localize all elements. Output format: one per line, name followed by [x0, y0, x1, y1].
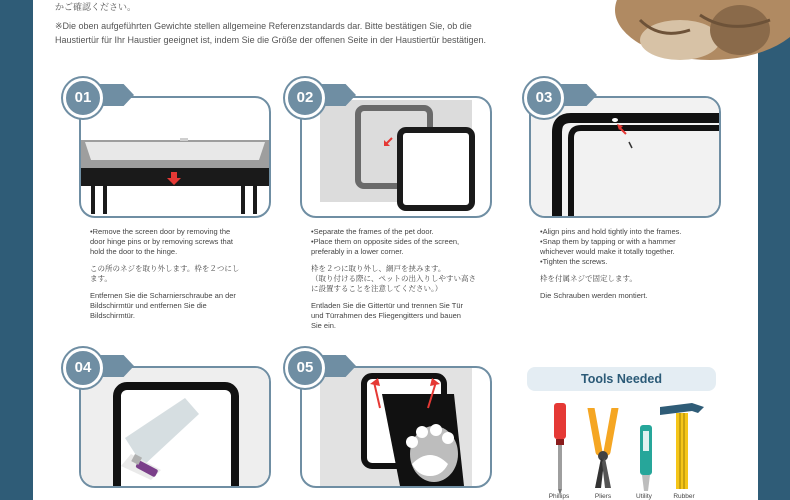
step-04-image: [79, 366, 271, 488]
step-02-description: [311, 227, 496, 338]
step-03-en-4: •Tighten the screws.: [540, 257, 608, 266]
step-01-number: 01: [63, 78, 103, 118]
tool-label-rubber: Rubber: [673, 493, 695, 500]
tools-needed-title: Tools Needed: [527, 367, 716, 391]
intro-de-line-2: Haustiertür für Ihr Haustier geeignet ist, indem Sie die Größe der offenen Seite in der Haustiertür bestätigen.: [55, 35, 487, 45]
step-02-jp-1: 枠を２つに取り外し、網戸を挟みます。: [311, 264, 446, 273]
step-03-en-3: whichever would make it totally together.: [540, 247, 675, 256]
step-03-image: [529, 96, 721, 218]
phillips-screwdriver-icon: [545, 403, 575, 500]
step-01-jp-2: ます。: [90, 274, 112, 283]
step-03-de-1: Die Schrauben werden montiert.: [540, 291, 648, 300]
step-02-de-2: und Türrahmen des Fliegengitters und bauen: [311, 311, 461, 320]
step-01-de-3: Bildschirmtür.: [90, 311, 136, 320]
step-02-jp-3: に設置することを注意してください。）: [311, 284, 443, 293]
step-03-en-2: •Snap them by tapping or with a hammer: [540, 237, 676, 246]
step-02-jp-2: （取り付ける際に、ペットの出入りしやすい高さ: [311, 274, 476, 283]
step-02-en-1: •Separate the frames of the pet door.: [311, 227, 434, 236]
tool-label-pliers: Pliers: [594, 493, 612, 500]
step-03-description: [540, 227, 725, 308]
rubber-hammer-icon: [658, 401, 706, 496]
step-01-en-1: •Remove the screen door by removing the: [90, 227, 231, 236]
step-04-number: 04: [63, 348, 103, 388]
utility-knife-icon: [636, 425, 656, 496]
tool-label-utility: Utility: [636, 493, 652, 500]
step-05-image: [300, 366, 492, 488]
step-01-de-1: Entfernen Sie die Scharnierschraube an der: [90, 291, 236, 300]
intro-jp-line: かご確認ください。: [55, 2, 137, 12]
tool-label-phillips: Phillips: [548, 493, 570, 500]
step-01-en-2: door hinge pins or by removing screws that: [90, 237, 233, 246]
step-02-number: 02: [285, 78, 325, 118]
step-02-image: [300, 96, 492, 218]
step-02-de-3: Sie ein.: [311, 321, 337, 330]
intro-de-line-1: ※Die oben aufgeführten Gewichte stellen allgemeine Referenzstandards dar. Bitte bestätigen Sie, ob die: [55, 21, 472, 31]
step-01-en-3: hold the door to the hinge.: [90, 247, 178, 256]
step-01-de-2: Bildschirmtür und entfernen Sie die: [90, 301, 207, 310]
step-02-en-2: •Place them on opposite sides of the screen,: [311, 237, 460, 246]
step-02-de-1: Entladen Sie die Gittertür und trennen Sie Tür: [311, 301, 464, 310]
cat-photo: [600, 0, 790, 60]
step-03-number: 03: [524, 78, 564, 118]
step-01-image: [79, 96, 271, 218]
step-03-en-1: •Align pins and hold tightly into the frames.: [540, 227, 682, 236]
pliers-icon: [585, 408, 621, 497]
step-01-jp-1: この所のネジを取り外します。枠を２つにし: [90, 264, 240, 273]
step-03-jp-1: 枠を付属ネジで固定します。: [540, 274, 637, 283]
step-05-number: 05: [285, 348, 325, 388]
step-02-en-3: preferably in a lower corner.: [311, 247, 404, 256]
step-01-description: [90, 227, 275, 328]
